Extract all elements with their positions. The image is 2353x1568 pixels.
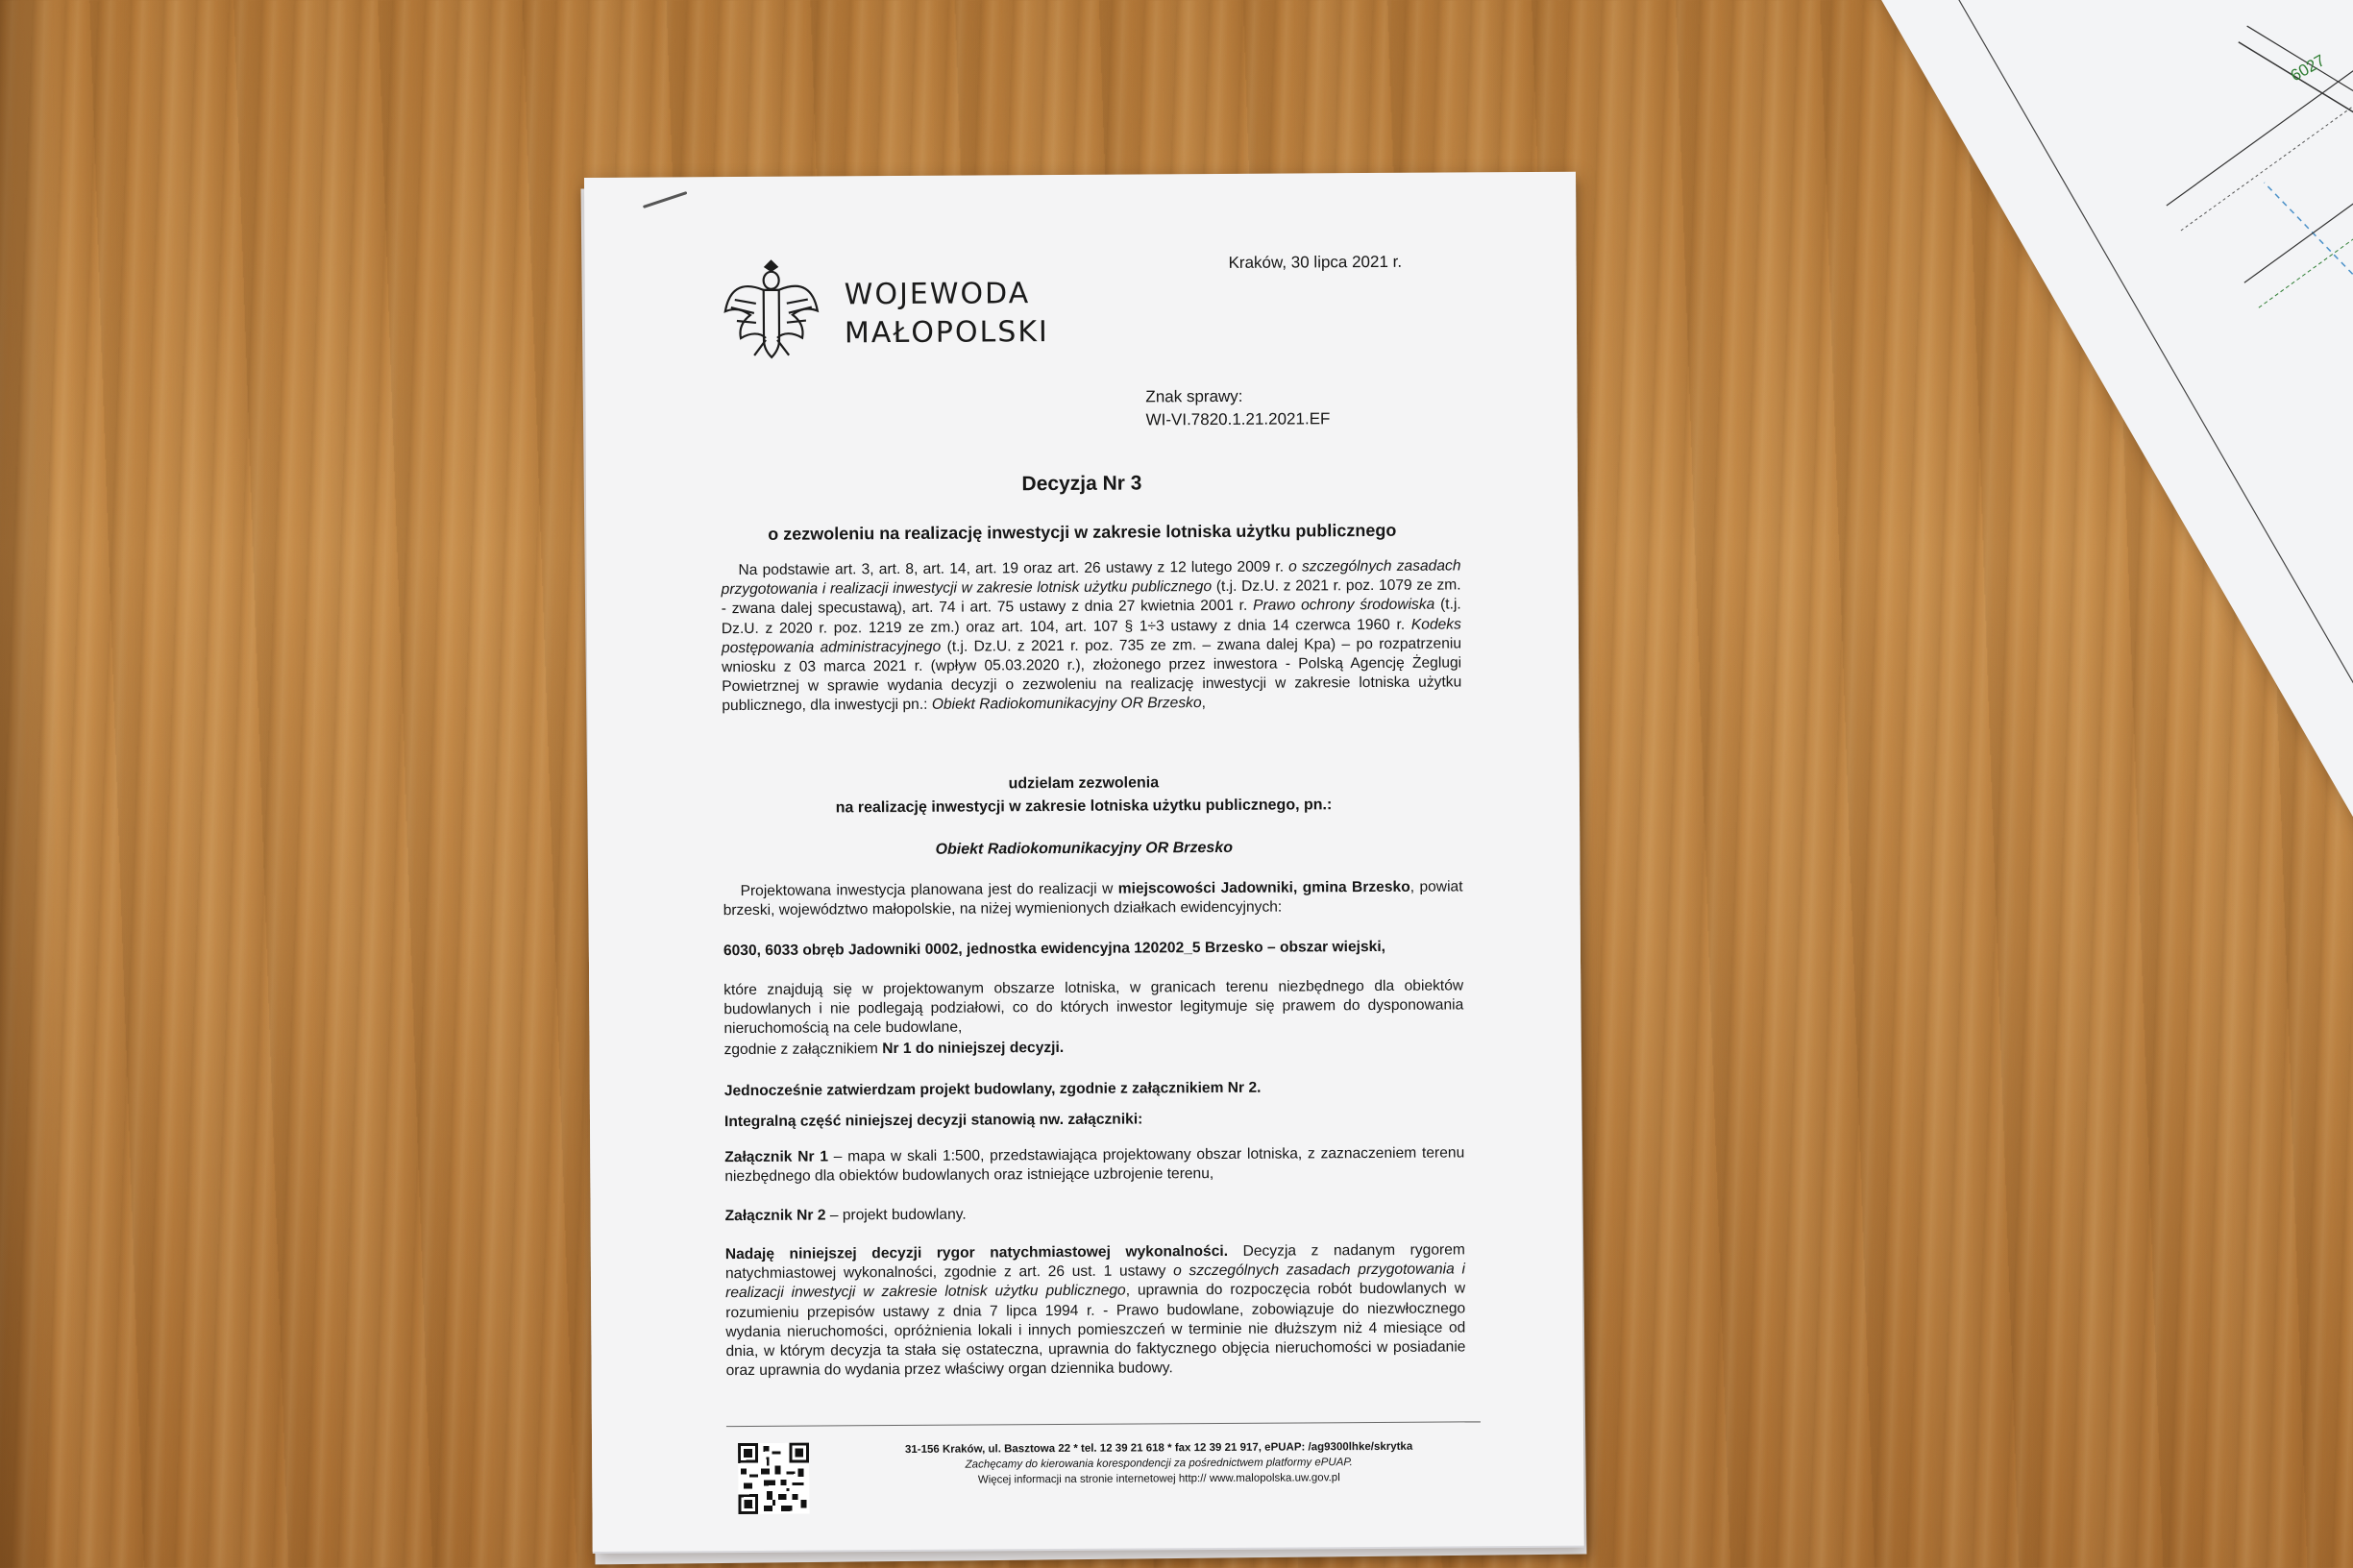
legal-basis-italic: o szczególnych zasadach przygotowania i realizacji inwestycji w zakresie lotnisk użytku publicznego bbox=[721, 557, 1461, 599]
footer-address: 31-156 Kraków, ul. Basztowa 22 * tel. 12 39 21 618 * fax 12 39 21 917, ePUAP: /ag9300lhke/skrytka bbox=[904, 1440, 1413, 1456]
organization-name bbox=[845, 275, 1049, 353]
map-parcel-number: 6027 bbox=[2287, 51, 2329, 86]
case-number: WI-VI.7820.1.21.2021.EF bbox=[1145, 409, 1331, 429]
legal-basis-text: Na podstawie art. 3, art. 8, art. 14, art. 19 oraz art. 26 ustawy z 12 lutego 2009 r. bbox=[738, 558, 1289, 579]
rigor-paragraph bbox=[725, 1240, 1466, 1381]
decision-document bbox=[584, 172, 1584, 1552]
polish-eagle-icon bbox=[721, 251, 821, 365]
attachment-2-text: – projekt budowlany. bbox=[825, 1206, 967, 1224]
legal-basis-text: , bbox=[1201, 695, 1206, 712]
attachment-reference-text: zgodnie z załącznikiem bbox=[723, 1041, 883, 1059]
grant-line: na realizację inwestycji w zakresie lotniska użytku publicznego, pn.: bbox=[835, 796, 1333, 817]
attachment-2 bbox=[725, 1202, 1465, 1226]
map-drawing bbox=[1787, 0, 2353, 1417]
organization-line: MAŁOPOLSKI bbox=[844, 315, 1049, 351]
attachment-reference bbox=[723, 1036, 1463, 1060]
location-description: które znajdują się w projektowanym obszarze lotniska, w granicach terenu niezbędnego dla obiektów budowlanych i nie podlegają podziałowi, co do których inwestor legitymuje się prawem do dysponowania nieruchomością na cele budowlane, bbox=[723, 977, 1464, 1038]
location-text: Projektowana inwestycja planowana jest do realizacji w bbox=[740, 880, 1118, 900]
footer-website: Więcej informacji na stronie internetowej http:// www.malopolska.uw.gov.pl bbox=[977, 1472, 1340, 1486]
map-sheet bbox=[1787, 0, 2353, 1417]
parcel-list: 6030, 6033 obręb Jadowniki 0002, jednostka ewidencyjna 120202_5 Brzesko – obszar wiejski, bbox=[723, 938, 1386, 960]
footer-divider bbox=[726, 1421, 1481, 1427]
attachment-1-label: Załącznik Nr 1 bbox=[724, 1148, 829, 1166]
date-place: Kraków, 30 lipca 2021 r. bbox=[1228, 252, 1403, 272]
attachment-1-text: – mapa w skali 1:500, przedstawiająca projektowany obszar lotniska, z zaznaczeniem terenu niezbędnego dla obiektów budowlanych oraz istniejące uzbrojenie terenu, bbox=[724, 1144, 1465, 1186]
rigor-bold: Nadaję niniejszej decyzji rygor natychmiastowej wykonalności. bbox=[724, 1242, 1229, 1263]
organization-line: WOJEWODA bbox=[844, 277, 1031, 312]
attachments-intro: Integralną część niniejszej decyzji stanowią nw. załączniki: bbox=[723, 1111, 1143, 1131]
location-paragraph bbox=[723, 877, 1462, 920]
legal-basis-text: (t.j. Dz.U. z 2021 r. poz. 735 ze zm. – zwana dalej Kpa) – po rozpatrzeniu wniosku z 03 marca 2021 r. (wpływ 05.03.2020 r.), złożonego przez inwestora - Polską Agencję Żeglugi Powietrznej w sprawie wydania decyzji o zezwoleniu na realizację inwestycji w zakresie lotniska użytku publicznego, dla inwestycji pn.: bbox=[722, 635, 1462, 715]
grant-statement bbox=[588, 770, 1580, 821]
legal-basis-italic: Kodeks postępowania administracyjnego bbox=[721, 616, 1461, 656]
legal-basis-italic: Obiekt Radiokomunikacyjny OR Brzesko bbox=[931, 695, 1202, 714]
approval-statement: Jednocześnie zatwierdzam projekt budowlany, zgodnie z załącznikiem Nr 2. bbox=[723, 1079, 1262, 1100]
case-reference bbox=[1145, 384, 1330, 431]
staple-mark bbox=[643, 191, 688, 208]
attachment-1 bbox=[724, 1143, 1464, 1187]
legal-basis-text: (t.j. Dz.U. z 2020 r. poz. 1219 ze zm.) oraz art. 104, art. 107 § 1÷3 ustawy z dnia 14 czerwca 1960 r. bbox=[721, 596, 1461, 637]
table-edge bbox=[0, 0, 58, 1568]
rigor-text: , uprawnia do rozpoczęcia robót budowlanych w rozumieniu przepisów ustawy z dnia 7 lipca 1994 r. - Prawo budowlane, zobowiązuje do niezwłocznego wydania nieruchomości, opróżnienia lokali i innych pomieszczeń w terminie nie dłuższym niż 4 miesiące od dnia, w którym decyzja ta stała się ostateczna, uprawnia do faktycznego objęcia nieruchomości w posiadanie oraz uprawnia do wydania przez właściwy organ dziennika budowy. bbox=[725, 1280, 1466, 1380]
grant-line: udzielam zezwolenia bbox=[1008, 774, 1160, 793]
footer-contact bbox=[832, 1438, 1485, 1488]
object-name: Obiekt Radiokomunikacyjny OR Brzesko bbox=[935, 839, 1234, 858]
location-bold: miejscowości Jadowniki, gmina Brzesko bbox=[1117, 878, 1410, 897]
rigor-italic: o szczególnych zasadach przygotowania i realizacji inwestycji w zakresie lotnisk użytku publicznego bbox=[725, 1261, 1466, 1302]
legal-basis-text: (t.j. Dz.U. z 2021 r. poz. 1079 ze zm. - zwana dalej specustawą), art. 74 i art. 75 ustawy z dnia 27 kwietnia 2001 r. bbox=[721, 576, 1461, 618]
legal-basis-paragraph bbox=[721, 556, 1461, 716]
attachment-2-label: Załącznik Nr 2 bbox=[724, 1207, 826, 1225]
rigor-text: Decyzja z nadanym rygorem natychmiastowej wykonalności, zgodnie z art. 26 ust. 1 ustawy bbox=[724, 1241, 1465, 1283]
qr-code-icon bbox=[738, 1443, 809, 1514]
location-text: , powiat brzeski, województwo małopolskie, na niżej wymienionych działkach ewidencyjnych: bbox=[723, 878, 1463, 919]
attachment-reference-bold: Nr 1 do niniejszej decyzji. bbox=[882, 1039, 1065, 1058]
legal-basis-italic: Prawo ochrony środowiska bbox=[1253, 597, 1435, 615]
decision-subtitle: o zezwoleniu na realizację inwestycji w zakresie lotniska użytku publicznego bbox=[768, 520, 1397, 544]
decision-title: Decyzja Nr 3 bbox=[1021, 472, 1142, 496]
footer-epuap-note: Zachęcamy do kierowania korespondencji za pośrednictwem platformy ePUAP. bbox=[965, 1457, 1353, 1471]
case-label: Znak sprawy: bbox=[1145, 386, 1243, 406]
